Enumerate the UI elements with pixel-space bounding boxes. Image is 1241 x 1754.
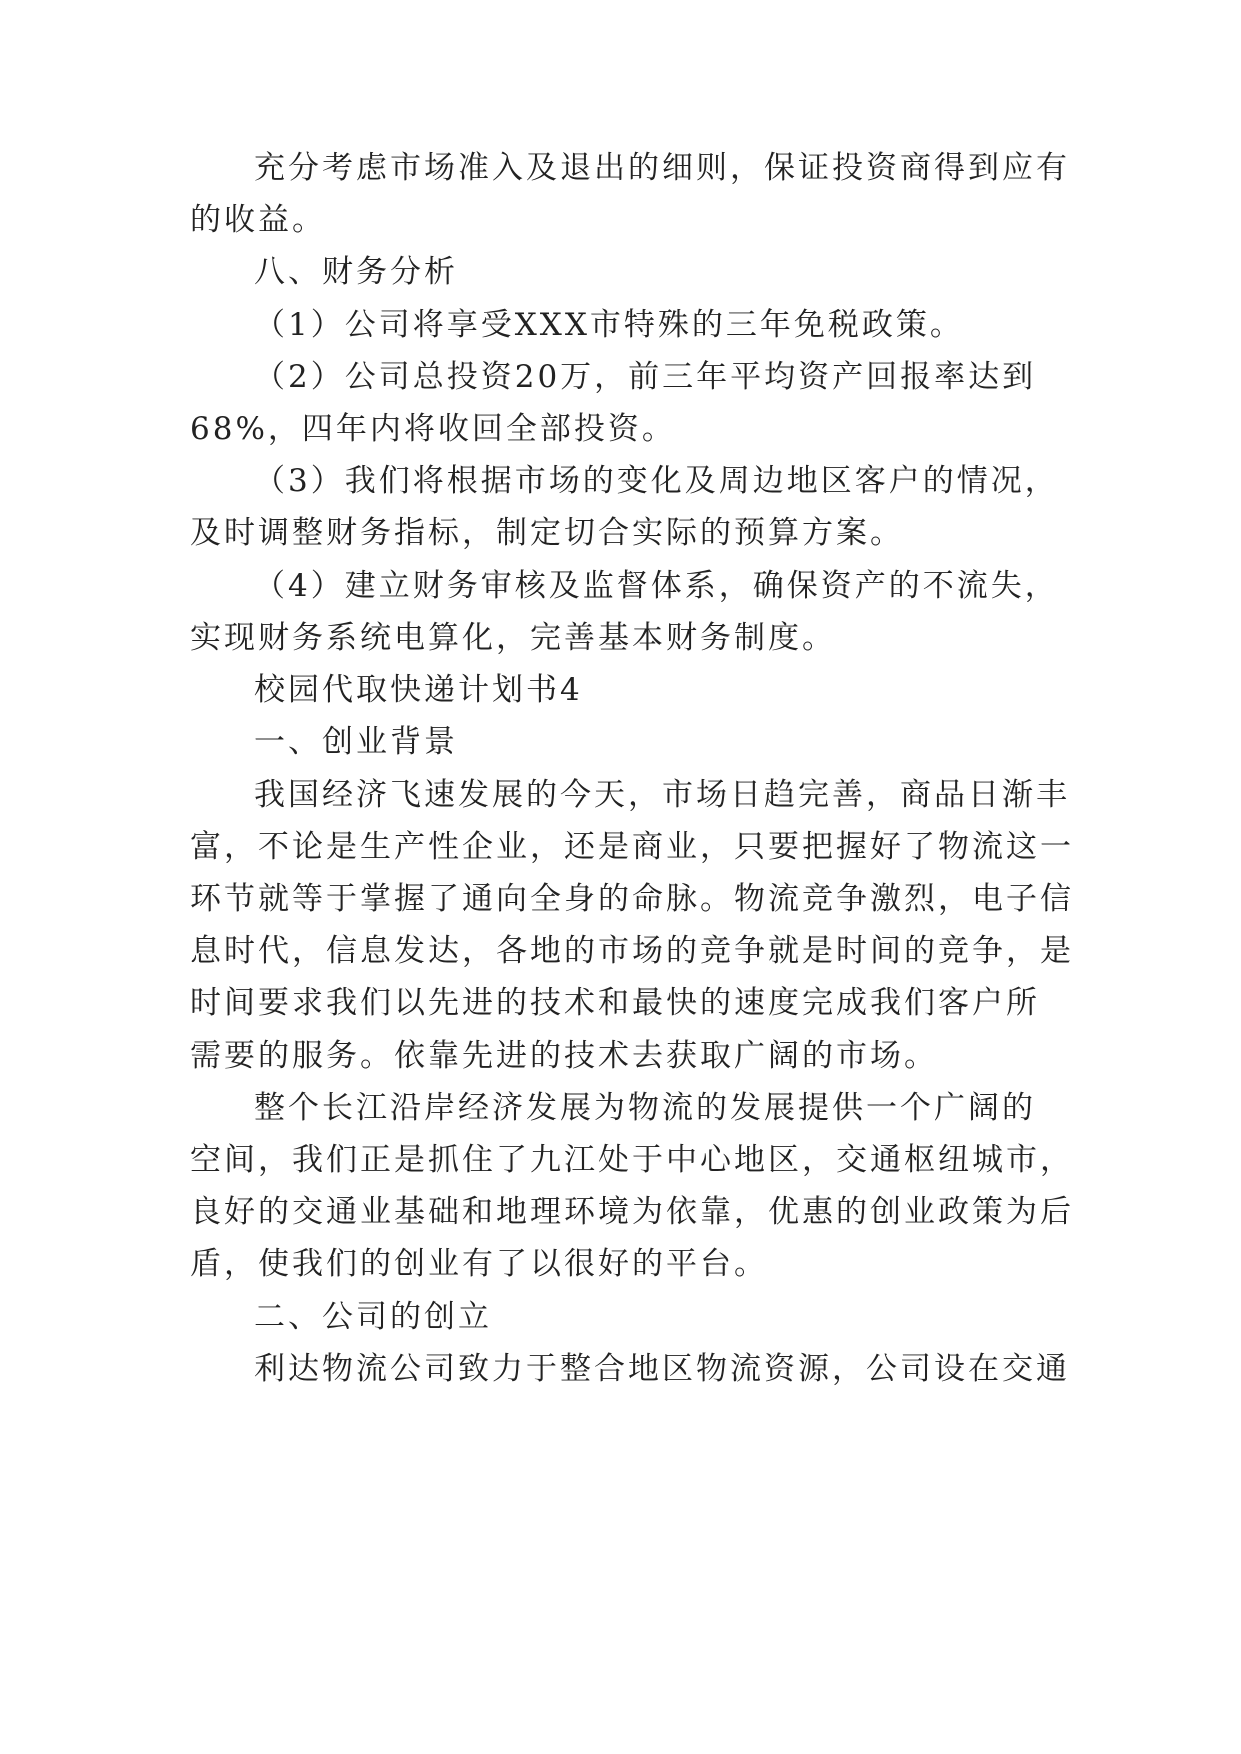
list-item: （2）公司总投资20万，前三年平均资产回报率达到 [254,359,1037,395]
paragraph-line: 及时调整财务指标，制定切合实际的预算方案。 [190,515,904,551]
paragraph-line: 富，不论是生产性企业，还是商业，只要把握好了物流这一 [190,829,1074,865]
paragraph-line: 良好的交通业基础和地理环境为依靠，优惠的创业政策为后 [190,1194,1074,1230]
paragraph-line: 时间要求我们以先进的技术和最快的速度完成我们客户所 [190,985,1040,1021]
list-item: （4）建立财务审核及监督体系，确保资产的不流失， [254,568,1059,604]
paragraph-line: 空间，我们正是抓住了九江处于中心地区，交通枢纽城市， [190,1142,1074,1178]
paragraph-line: 的收益。 [190,202,326,238]
paragraph-line: 我国经济飞速发展的今天，市场日趋完善，商品日渐丰 [254,777,1070,813]
list-item: （3）我们将根据市场的变化及周边地区客户的情况， [254,463,1059,499]
paragraph-line: 实现财务系统电算化，完善基本财务制度。 [190,620,836,656]
document-title: 校园代取快递计划书4 [254,672,583,708]
paragraph-line: 利达物流公司致力于整合地区物流资源，公司设在交通 [254,1351,1070,1387]
section-heading: 一、创业背景 [254,724,458,760]
section-heading: 八、财务分析 [254,254,458,290]
paragraph-line: 息时代，信息发达，各地的市场的竞争就是时间的竞争，是 [190,933,1074,969]
paragraph-line: 需要的服务。依靠先进的技术去获取广阔的市场。 [190,1038,938,1074]
list-item: （1）公司将享受XXX市特殊的三年免税政策。 [254,307,964,343]
paragraph-line: 盾，使我们的创业有了以很好的平台。 [190,1246,768,1282]
paragraph-line: 充分考虑市场准入及退出的细则，保证投资商得到应有 [254,150,1070,186]
paragraph-line: 整个长江沿岸经济发展为物流的发展提供一个广阔的 [254,1090,1036,1126]
section-heading: 二、公司的创立 [254,1299,492,1335]
paragraph-line: 环节就等于掌握了通向全身的命脉。物流竞争激烈，电子信 [190,881,1074,917]
paragraph-line: 68%，四年内将收回全部投资。 [190,411,676,447]
